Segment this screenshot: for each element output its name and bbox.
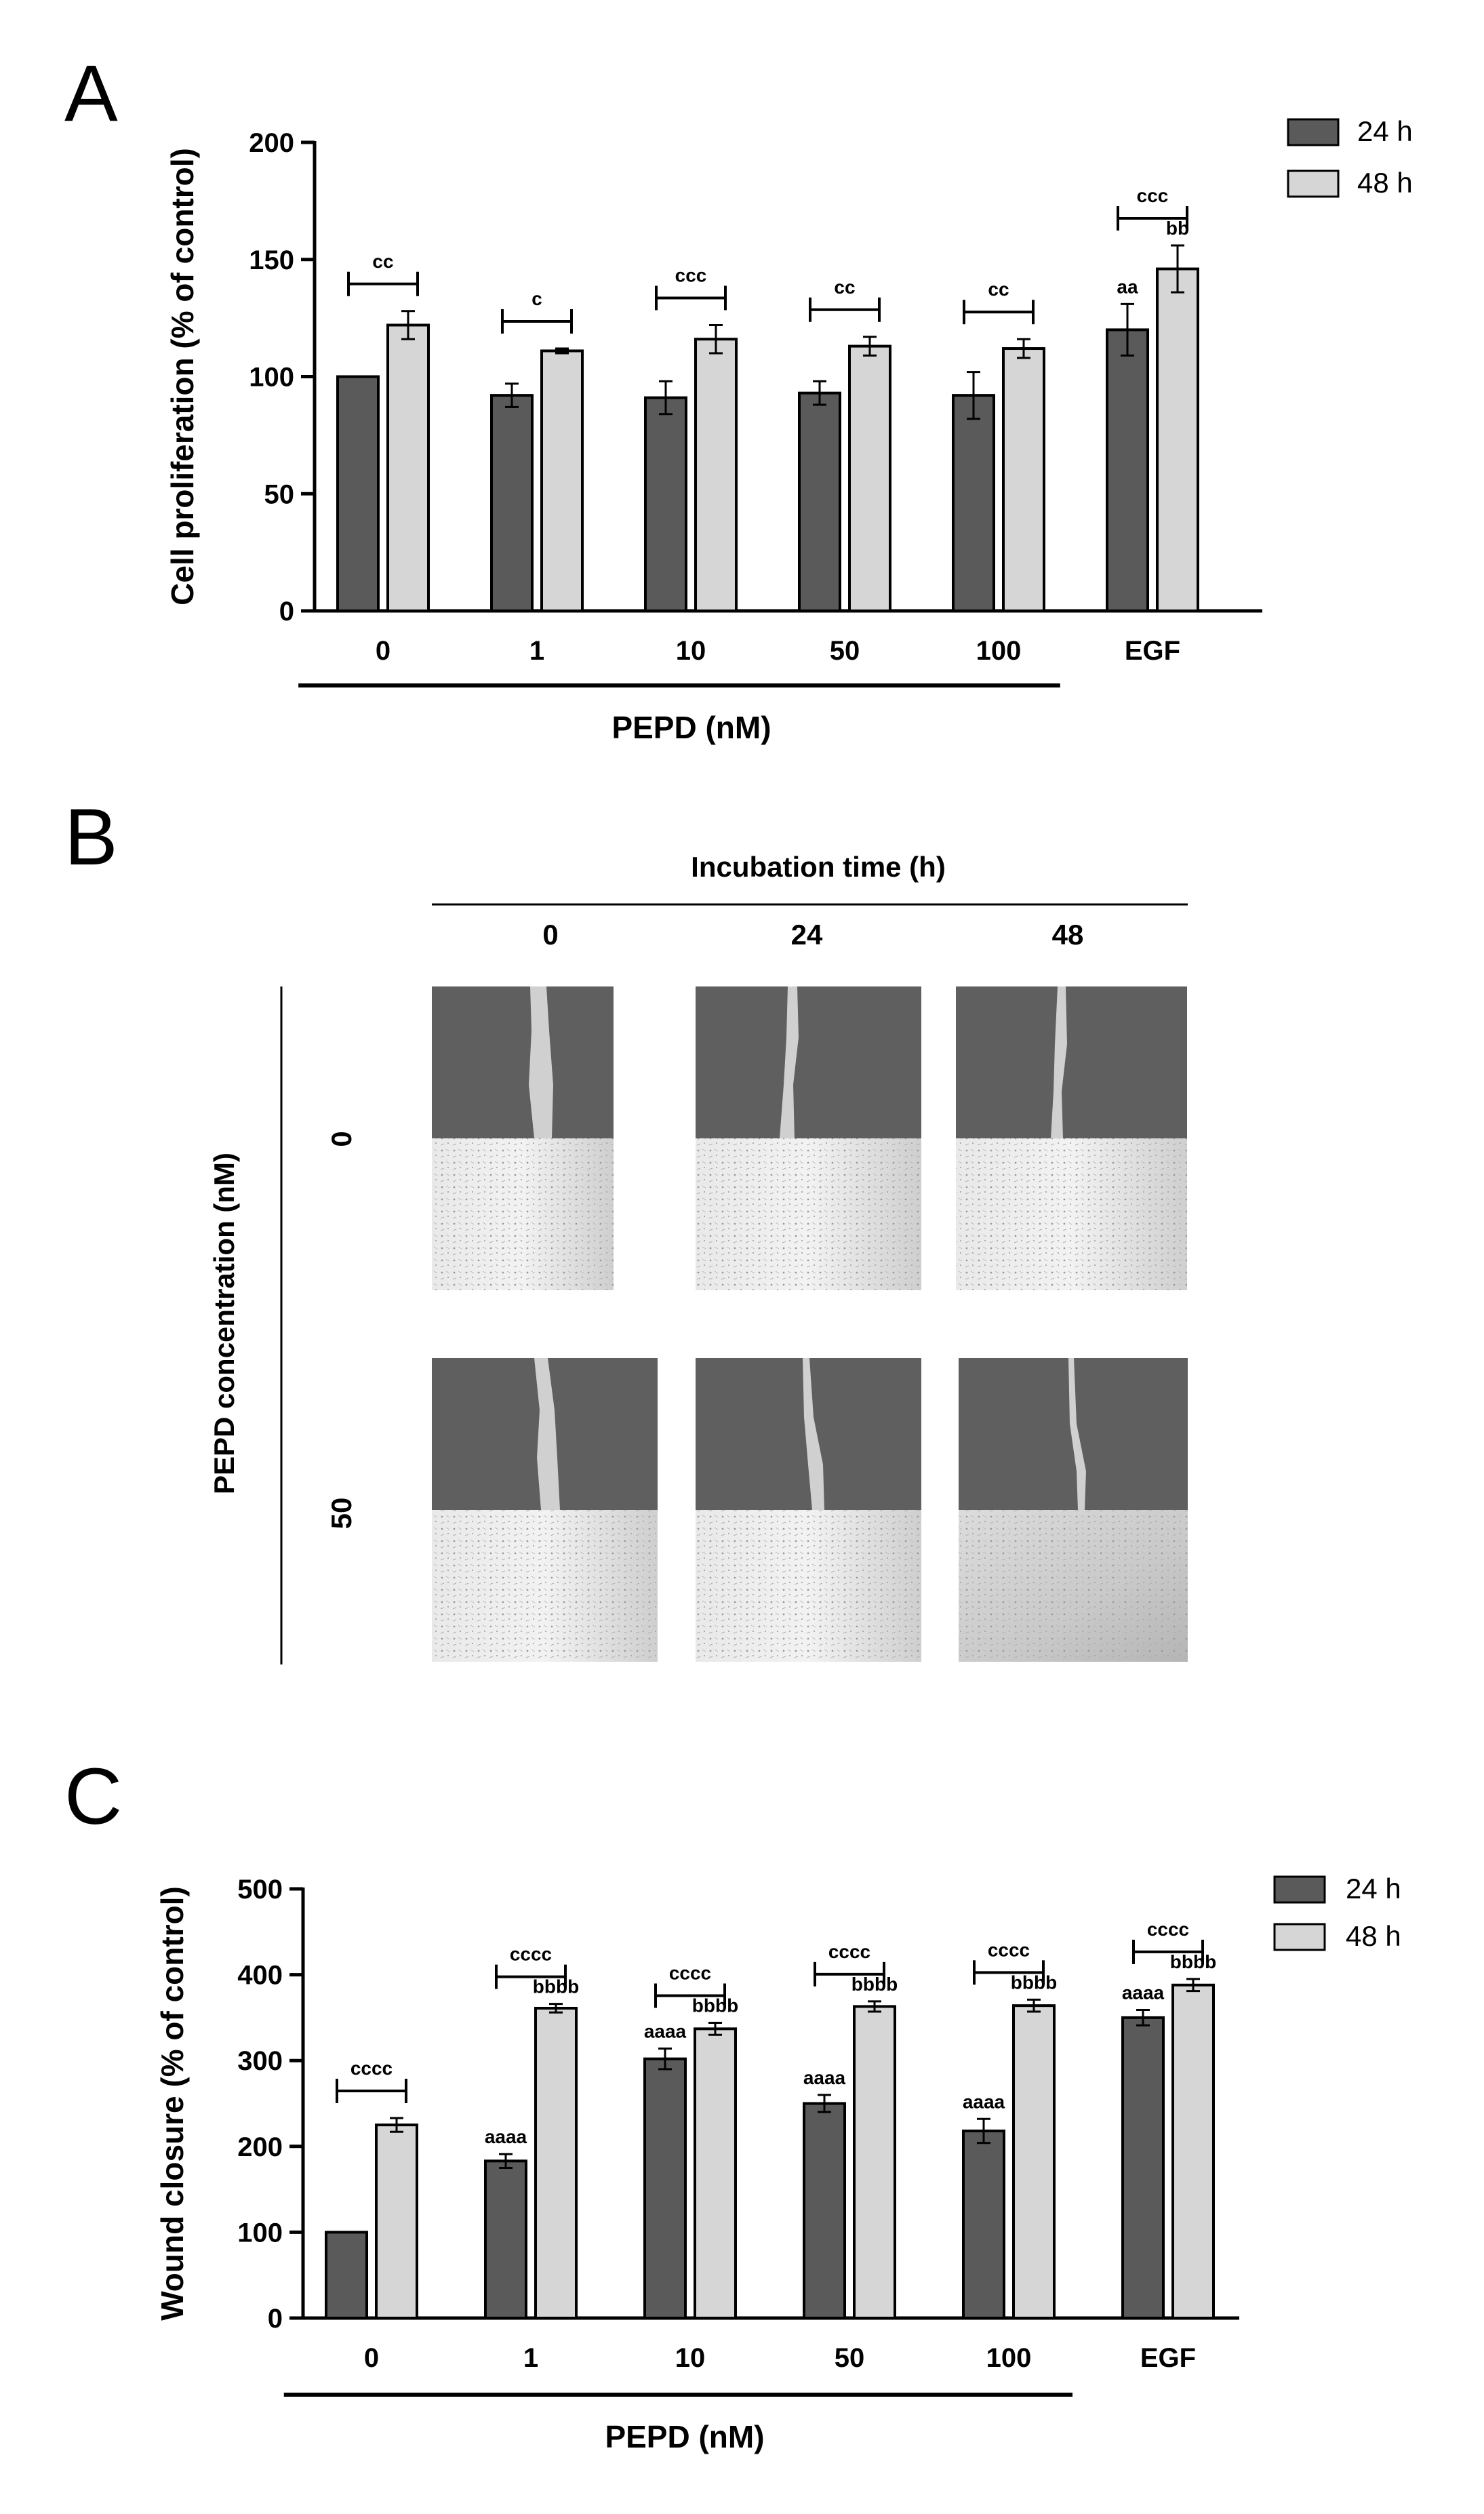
panel-b-row-axis-title: PEPD concentration (nM) <box>208 1152 240 1495</box>
chart-c-xtick-label-3: 50 <box>834 2343 865 2373</box>
chart-c-ytick-label-3: 300 <box>237 2046 283 2077</box>
panel-b-time-0: 0 <box>542 919 559 951</box>
micrograph-0nM-24h <box>696 986 921 1290</box>
chart-a-bar-24h-2 <box>645 398 686 611</box>
chart-c-xtick-label-1: 1 <box>523 2343 539 2373</box>
chart-c-sig-label-0-5: aaaa <box>1121 1982 1165 2003</box>
chart-c-bar-48h-0 <box>376 2125 417 2318</box>
chart-a-bracket-label-3: cc <box>834 276 856 298</box>
chart-a-xtick-label-5: EGF <box>1124 636 1181 666</box>
chart-a-bar-48h-4 <box>1003 348 1044 611</box>
panel-b-header: Incubation time (h) <box>691 851 946 883</box>
micrograph-50nM-0h <box>432 1358 658 1662</box>
chart-a-group-label: PEPD (nM) <box>611 710 771 745</box>
chart-c-sig-label-0-3: aaaa <box>803 2067 846 2088</box>
chart-a-bar-48h-1 <box>542 351 582 611</box>
panel-b-time-24: 24 <box>790 919 823 951</box>
panel-b-time-48: 48 <box>1051 919 1084 951</box>
chart-c <box>155 1875 1239 2454</box>
panel-letter-a: A <box>64 49 118 138</box>
chart-c-sig-label-1-1: bbbb <box>532 1976 580 1997</box>
panel-b-conc-50: 50 <box>325 1497 357 1530</box>
chart-a-bar-24h-4 <box>953 395 994 611</box>
chart-c-bar-24h-3 <box>804 2104 845 2319</box>
chart-c-bracket-label-0: cccc <box>350 2058 393 2079</box>
chart-c-ytick-label-2: 200 <box>237 2132 283 2162</box>
chart-a-bracket-label-5: ccc <box>1136 185 1169 207</box>
chart-c-bracket-label-3: cccc <box>828 1940 871 1962</box>
chart-c-sig-label-0-4: aaaa <box>962 2091 1005 2113</box>
chart-a-ytick-label-4: 200 <box>249 128 294 158</box>
chart-a-ytick-label-2: 100 <box>249 362 294 393</box>
chart-a-bracket-label-4: cc <box>988 279 1009 300</box>
micrograph-0nM-0h <box>432 986 614 1290</box>
chart-a-xtick-label-3: 50 <box>829 636 860 666</box>
chart-c-bar-24h-1 <box>485 2161 526 2318</box>
chart-c-sig-label-0-1: aaaa <box>484 2126 527 2148</box>
chart-c-xtick-label-4: 100 <box>986 2343 1032 2373</box>
chart-c-xtick-label-5: EGF <box>1140 2343 1197 2373</box>
chart-c-bar-48h-2 <box>695 2029 736 2318</box>
chart-c-bar-48h-4 <box>1014 2006 1054 2318</box>
chart-a-xtick-label-4: 100 <box>976 636 1022 666</box>
chart-a-ytick-label-3: 150 <box>249 245 294 275</box>
chart-c-bracket-label-4: cccc <box>987 1939 1030 1961</box>
chart-a-sig-label-1-5: bb <box>1165 218 1190 239</box>
chart-a-xtick-label-0: 0 <box>375 636 391 666</box>
chart-a-xtick-label-1: 1 <box>529 636 545 666</box>
panel-b <box>208 851 1188 1664</box>
chart-c-ytick-label-5: 500 <box>237 1875 283 1904</box>
chart-c-ytick-label-4: 400 <box>237 1960 283 1991</box>
chart-a-bar-24h-0 <box>338 377 378 612</box>
chart-c-bracket-label-5: cccc <box>1146 1918 1190 1940</box>
chart-a-bracket-label-1: c <box>532 288 542 310</box>
legend-a-label-24h: 24 h <box>1357 115 1413 147</box>
chart-c-y-axis-title: Wound closure (% of control) <box>155 1886 190 2321</box>
legend-c-label-48h: 48 h <box>1346 1920 1401 1952</box>
chart-c-bar-48h-1 <box>536 2008 576 2318</box>
chart-c-sig-label-1-2: bbbb <box>691 1995 739 2016</box>
chart-a-ytick-label-0: 0 <box>279 597 294 626</box>
chart-c-sig-label-1-3: bbbb <box>851 1973 898 1995</box>
chart-c-bar-24h-5 <box>1123 2018 1163 2318</box>
chart-a-bar-48h-5 <box>1157 269 1198 611</box>
chart-a-sig-label-0-5: aa <box>1117 276 1138 298</box>
panel-letter-c: C <box>64 1752 123 1841</box>
micrograph-50nM-24h <box>696 1358 921 1662</box>
chart-c-bar-24h-2 <box>645 2059 685 2318</box>
chart-c-xtick-label-2: 10 <box>675 2343 706 2373</box>
chart-a-bar-24h-5 <box>1107 330 1148 611</box>
legend-c-swatch-48h <box>1275 1924 1325 1950</box>
chart-c-bracket-label-1: cccc <box>509 1943 553 1965</box>
chart-a-ytick-label-1: 50 <box>264 479 294 510</box>
chart-c-ytick-label-0: 0 <box>267 2304 283 2334</box>
legend-c-label-24h: 24 h <box>1346 1873 1401 1904</box>
chart-a-bracket-label-2: ccc <box>675 264 707 286</box>
chart-a-bar-48h-3 <box>849 346 890 611</box>
chart-c-sig-label-0-2: aaaa <box>643 2020 687 2042</box>
chart-c-bar-48h-5 <box>1173 1985 1214 2318</box>
panel-letter-b: B <box>64 793 118 882</box>
legend-a <box>1288 115 1413 199</box>
legend-a-label-48h: 48 h <box>1357 167 1413 199</box>
chart-a-bar-24h-1 <box>492 395 532 611</box>
chart-c-sig-label-1-5: bbbb <box>1169 1951 1217 1972</box>
micrograph-50nM-48h <box>959 1358 1188 1662</box>
panel-b-conc-0: 0 <box>325 1131 357 1147</box>
legend-c-swatch-24h <box>1275 1877 1325 1902</box>
chart-c-xtick-label-0: 0 <box>363 2343 380 2373</box>
legend-c <box>1275 1873 1401 1952</box>
chart-c-ytick-label-1: 100 <box>237 2218 283 2248</box>
chart-c-bar-24h-4 <box>963 2131 1004 2318</box>
chart-a-bracket-label-0: cc <box>372 250 394 272</box>
chart-a-bar-48h-2 <box>696 339 736 611</box>
chart-a <box>165 128 1262 745</box>
chart-a-y-axis-title: Cell proliferation (% of control) <box>165 148 200 605</box>
legend-a-swatch-48h <box>1288 171 1338 197</box>
chart-c-bar-48h-3 <box>854 2006 895 2318</box>
legend-a-swatch-24h <box>1288 119 1338 145</box>
chart-c-bracket-label-2: cccc <box>668 1962 712 1984</box>
chart-c-sig-label-1-4: bbbb <box>1010 1972 1058 1993</box>
chart-c-group-label: PEPD (nM) <box>605 2419 765 2454</box>
chart-a-bar-24h-3 <box>799 393 840 611</box>
chart-a-xtick-label-2: 10 <box>675 636 706 666</box>
chart-c-bar-24h-0 <box>326 2232 367 2318</box>
chart-a-bar-48h-0 <box>388 325 428 611</box>
micrograph-0nM-48h <box>956 986 1187 1290</box>
